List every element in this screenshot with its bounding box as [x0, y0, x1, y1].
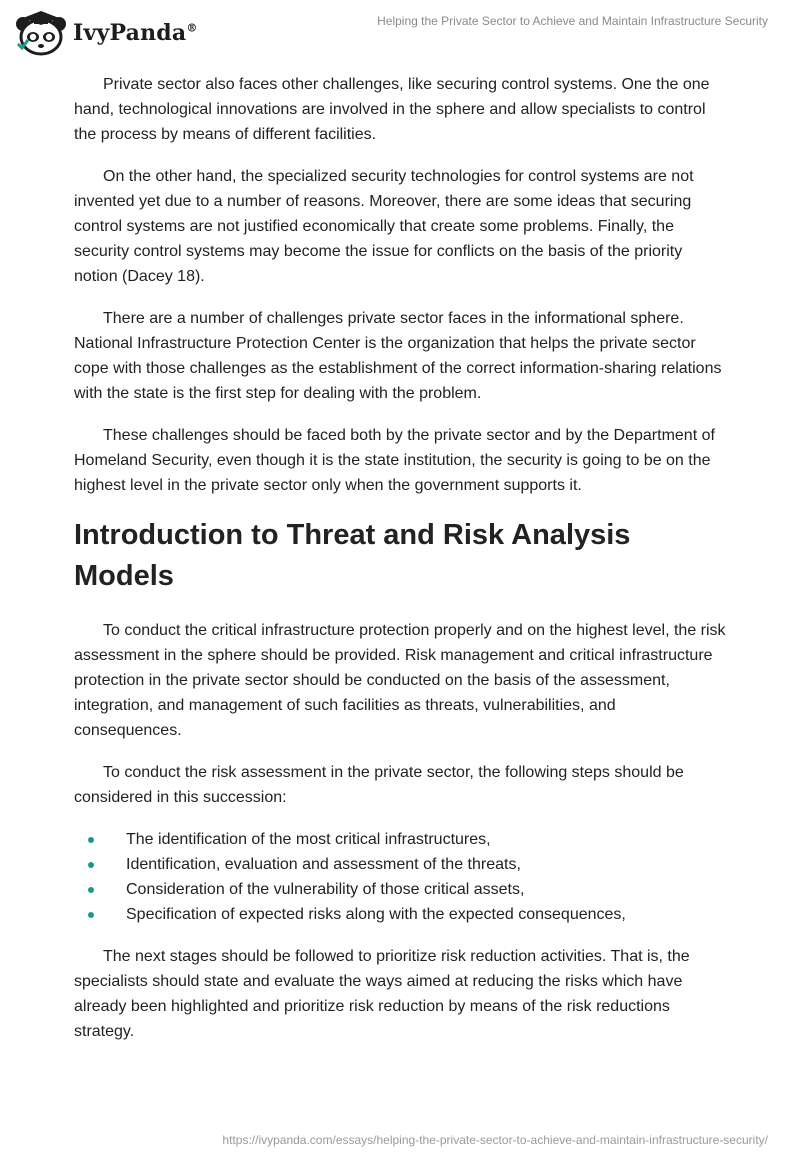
list-item: [74, 852, 726, 877]
source-url[interactable]: https://ivypanda.com/essays/helping-the-private-sector-to-achieve-and-maintain-infrastructure-security/: [222, 1133, 768, 1147]
section-heading: Introduction to Threat and Risk Analysis Models: [74, 519, 631, 592]
paragraph: The next stages should be followed to prioritize risk reduction activities. That is, the specialists should state and evaluate the ways aimed at reducing the risks which have already been highlighted and prioritize risk reduction by means of the risk reductions strategy.: [74, 948, 690, 1040]
list-item: [74, 827, 726, 852]
bullet-icon: [88, 912, 94, 918]
steps-list: [74, 827, 726, 927]
paragraph: These challenges should be faced both by the private sector and by the Department of Homeland Security, even though it is the state institution, the security is going to be on the highest level in the private sector only when the government supports it.: [74, 427, 715, 494]
brand-name: IvyPanda®: [73, 20, 198, 46]
paragraph: There are a number of challenges private sector faces in the informational sphere. National Infrastructure Protection Center is the organization that helps the private sector cope with those challenges as the establishment of the correct information-sharing relations with the state is the first step for dealing with the problem.: [74, 310, 722, 402]
list-item-text: Specification of expected risks along with the expected consequences,: [126, 906, 626, 923]
list-item: [74, 902, 726, 927]
list-item-text: The identification of the most critical infrastructures,: [126, 831, 491, 848]
article-content: [74, 72, 726, 1061]
bullet-icon: [88, 837, 94, 843]
list-item: [74, 877, 726, 902]
bullet-icon: [88, 887, 94, 893]
ivypanda-logo[interactable]: [14, 10, 198, 56]
page-header: [0, 0, 800, 66]
paragraph: On the other hand, the specialized security technologies for control systems are not invented yet due to a number of reasons. Moreover, there are some ideas that securing control systems are not justified economically that create some problems. Finally, the security control systems may become the issue for conflicts on the basis of the priority notion (Dacey 18).: [74, 168, 694, 285]
paragraph: To conduct the risk assessment in the private sector, the following steps should be considered in this succession:: [74, 764, 684, 806]
list-item-text: Identification, evaluation and assessment of the threats,: [126, 856, 521, 873]
list-item-text: Consideration of the vulnerability of those critical assets,: [126, 881, 525, 898]
running-title: Helping the Private Sector to Achieve and Maintain Infrastructure Security: [377, 14, 768, 28]
panda-logo-icon: [14, 10, 68, 56]
paragraph: To conduct the critical infrastructure protection properly and on the highest level, the risk assessment in the sphere should be provided. Risk management and critical infrastructure protection in the private sector should be conducted on the basis of the assessment, integration, and management of such facilities as threats, vulnerabilities, and consequences.: [74, 622, 726, 739]
bullet-icon: [88, 862, 94, 868]
paragraph: Private sector also faces other challenges, like securing control systems. One the one hand, technological innovations are involved in the sphere and allow specialists to control the process by means of different facilities.: [74, 76, 710, 143]
